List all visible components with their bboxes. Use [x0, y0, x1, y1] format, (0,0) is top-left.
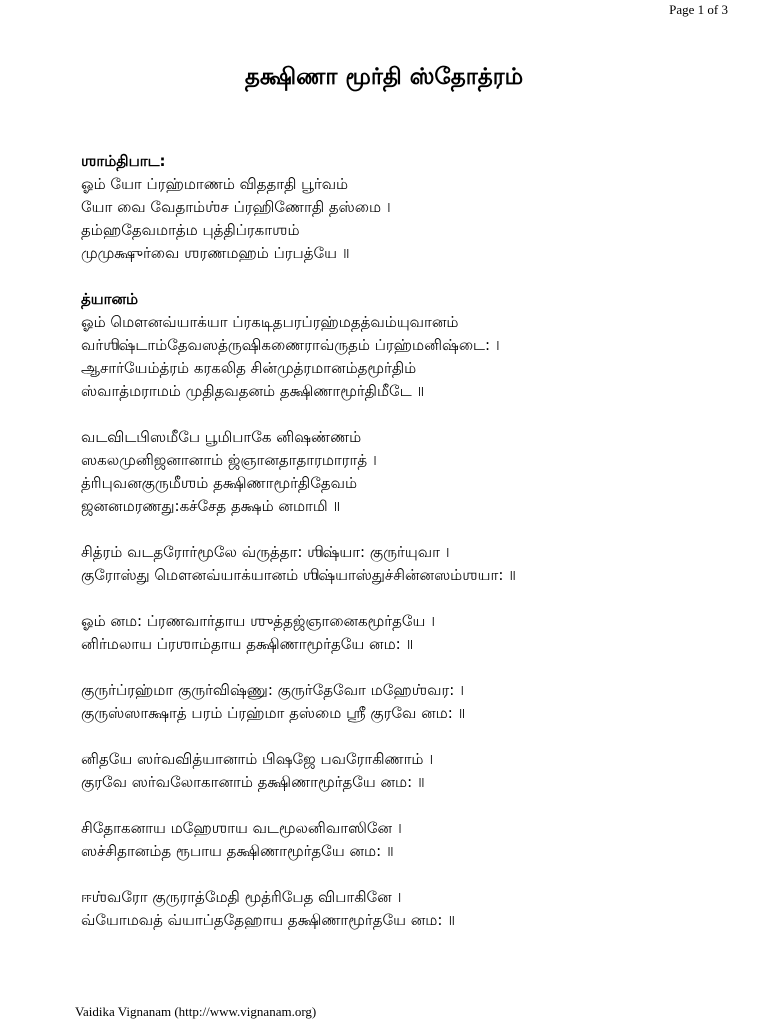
verse-stanza — [81, 610, 741, 656]
verse-line: குரோஸ்து மௌனவ்யாக்யானம் ஶிஷ்யாஸ்துச்சின்னஸம்ஶயா: ॥ — [81, 566, 516, 584]
verse-line: ஈஶ்வரோ குருராத்மேதி மூத்ரிபேத விபாகினே । — [81, 888, 402, 906]
verse-line: ஓம் னம: ப்ரணவார்தாய ஶுத்தஜ்ஞானைகமூர்தயே । — [81, 612, 436, 630]
verse-line: சிதோகனாய மஹேஶாய வடமூலனிவாஸினே । — [81, 819, 402, 837]
page-title: தக்ஷிணா மூர்தி ஸ்தோத்ரம் — [244, 64, 524, 90]
verse-line: தம்ஹதேவமாத்ம புத்திப்ரகாஶம் — [81, 221, 300, 239]
verse-line: ஜனனமரணது:கச்சேத தக்ஷம் னமாமி ॥ — [81, 497, 341, 515]
verse-line: ஸச்சிதானம்த ரூபாய தக்ஷிணாமூர்தயே னம: ॥ — [81, 842, 394, 860]
verse-stanza — [81, 311, 741, 403]
verse-line: வ்யோமவத் வ்யாப்ததேஹாய தக்ஷிணாமூர்தயே னம: ॥ — [81, 911, 456, 929]
document-body — [81, 150, 741, 955]
verse-line: வடவிடபிஸமீபே பூமிபாகே னிஷண்ணம் — [81, 428, 362, 446]
verse-line: ஸகலமுனிஜனானாம் ஜ்ஞானதாதாரமாராத் । — [81, 451, 377, 469]
verse-line: ஆசார்யேம்த்ரம் கரகலித சின்முத்ரமானம்தமூர்திம் — [81, 359, 417, 377]
verse-line: குரவே ஸர்வலோகானாம் தக்ஷிணாமூர்தயே னம: ॥ — [81, 773, 425, 791]
verse-line: குருஸ்ஸாக்ஷாத் பரம் ப்ரஹ்மா தஸ்மை ஶ்ரீ குரவே னம: ॥ — [81, 704, 466, 722]
verse-line: சித்ரம் வடதரோர்மூலே வ்ருத்தா: ஶிஷ்யா: குருர்யுவா । — [81, 543, 450, 561]
verse-line: ஓம் மௌனவ்யாக்யா ப்ரகடிதபரப்ரஹ்மதத்வம்யுவானம் — [81, 313, 459, 331]
verse-line: னிதயே ஸர்வவித்யானாம் பிஷஜே பவரோகிணாம் । — [81, 750, 434, 768]
verse-line: த்ரிபுவனகுருமீஶம் தக்ஷிணாமூர்திதேவம் — [81, 474, 358, 492]
page-footer: Vaidika Vignanam (http://www.vignanam.org) — [75, 1004, 317, 1019]
verse-line: முமுக்ஷுர்வை ஶரணமஹம் ப்ரபத்யே ॥ — [81, 244, 350, 262]
verse-stanza — [81, 541, 741, 587]
section-heading: த்யானம் — [81, 290, 139, 308]
verse-stanza — [81, 817, 741, 863]
verse-stanza — [81, 426, 741, 518]
verse-line: னிர்மலாய ப்ரஶாம்தாய தக்ஷிணாமூர்தயே னம: ॥ — [81, 635, 414, 653]
verse-stanza — [81, 173, 741, 265]
verse-line: குருர்ப்ரஹ்மா குருர்விஷ்ணு: குருர்தேவோ மஹேஶ்வர: । — [81, 681, 465, 699]
page-number: Page 1 of 3 — [669, 2, 728, 17]
verse-line: ஸ்வாத்மராமம் முதிதவதனம் தக்ஷிணாமூர்திமீடே ॥ — [81, 382, 425, 400]
verse-line: வர்ஶிஷ்டாம்தேவஸத்ருஷிகணைராவ்ருதம் ப்ரஹ்மனிஷ்டை: । — [81, 336, 500, 354]
verse-stanza — [81, 679, 741, 725]
verse-line: யோ வை வேதாம்ஶ்ச ப்ரஹிணோதி தஸ்மை । — [81, 198, 391, 216]
verse-stanza — [81, 886, 741, 932]
verse-line: ஓம் யோ ப்ரஹ்மாணம் விததாதி பூர்வம் — [81, 175, 349, 193]
section-heading: ஶாம்திபாட: — [81, 152, 166, 170]
verse-stanza — [81, 748, 741, 794]
